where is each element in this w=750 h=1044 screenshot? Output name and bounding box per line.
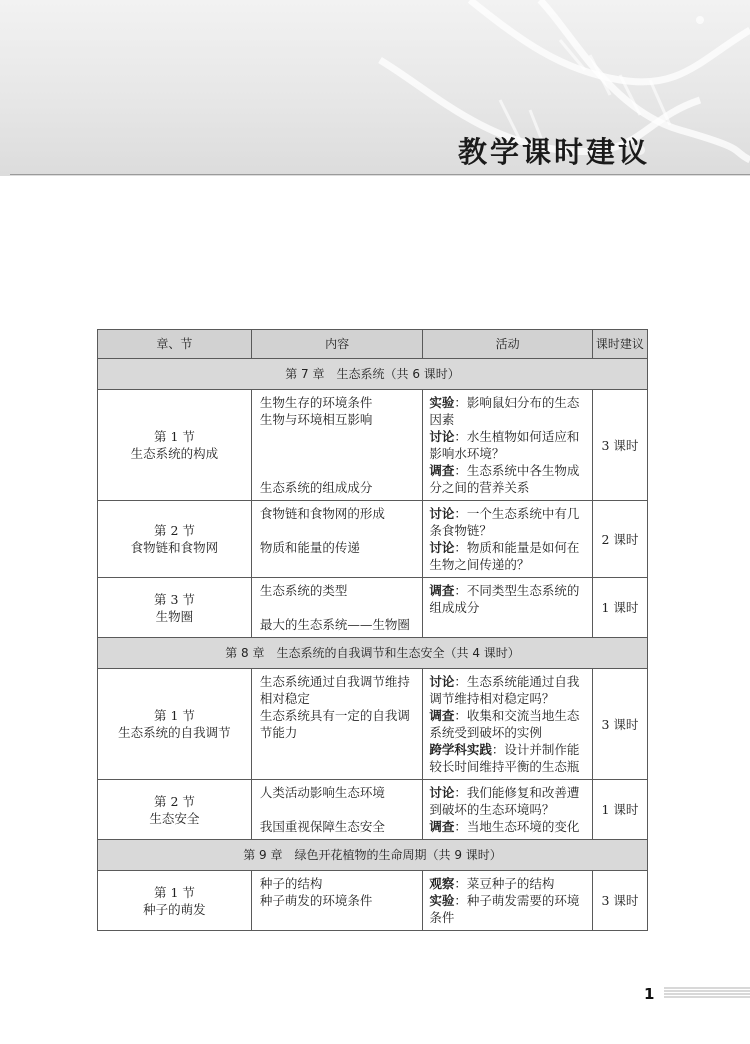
activity-type: 讨论	[429, 506, 455, 521]
activity-text: ：收集和交流当地生态系统受到破坏的实例	[429, 708, 580, 740]
section-row	[98, 578, 648, 638]
section-line: 第 3 节	[153, 591, 195, 607]
section-cell	[98, 578, 252, 638]
activity-item	[429, 673, 586, 707]
activity-text: ：生态系统能通过自我调节维持相对稳定吗？	[429, 674, 580, 706]
activity-type: 调查	[429, 583, 455, 598]
content-line: 种子的结构	[259, 876, 323, 891]
activity-item	[429, 875, 586, 892]
activity-item	[429, 462, 586, 496]
section-line: 生物圈	[155, 608, 194, 624]
chapter-title: 第 9 章 绿色开花植物的生命周期（共 9 课时）	[98, 840, 648, 871]
activity-item	[429, 394, 586, 428]
section-line: 生态安全	[149, 810, 200, 826]
chapter-title: 第 7 章 生态系统（共 6 课时）	[98, 359, 648, 390]
activity-type: 观察	[429, 876, 455, 891]
table-header-row	[98, 330, 648, 359]
content-spacer	[260, 428, 417, 445]
activity-text: ：不同类型生态系统的组成成分	[429, 583, 580, 615]
content-spacer	[260, 801, 417, 818]
content-spacer	[260, 599, 417, 616]
content-spacer	[260, 445, 417, 462]
chapter-row	[98, 840, 648, 871]
section-line: 第 1 节	[153, 884, 195, 900]
content-cell	[251, 390, 423, 501]
content-line: 生态系统具有一定的自我调节能力	[259, 708, 410, 740]
activity-cell	[423, 669, 593, 780]
content-line: 种子萌发的环境条件	[259, 893, 373, 908]
section-cell	[98, 780, 252, 840]
activity-type: 讨论	[429, 540, 455, 555]
section-row	[98, 669, 648, 780]
section-cell	[98, 390, 252, 501]
content-line: 最大的生态系统——生物圈	[259, 617, 410, 632]
activity-cell	[423, 780, 593, 840]
footer-decoration-lines	[664, 986, 750, 1000]
content-cell	[251, 780, 423, 840]
header-activity: 活动	[423, 330, 593, 359]
section-row	[98, 780, 648, 840]
content-cell	[251, 669, 423, 780]
activity-item	[429, 784, 586, 818]
activity-type: 调查	[429, 463, 455, 478]
hours-cell: 3 课时	[592, 390, 647, 501]
header-section: 章、节	[98, 330, 252, 359]
header-hours: 课时建议	[592, 330, 647, 359]
activity-cell	[423, 871, 593, 931]
hours-cell: 1 课时	[592, 780, 647, 840]
hours-cell: 2 课时	[592, 501, 647, 578]
section-row	[98, 390, 648, 501]
activity-type: 调查	[429, 819, 455, 834]
hours-cell: 3 课时	[592, 669, 647, 780]
section-cell	[98, 501, 252, 578]
content-line: 生态系统通过自我调节维持相对稳定	[259, 674, 410, 706]
chapter-row	[98, 359, 648, 390]
header-content: 内容	[251, 330, 423, 359]
activity-text: ：一个生态系统中有几条食物链？	[429, 506, 580, 538]
activity-text: ：水生植物如何适应和影响水环境？	[429, 429, 580, 461]
hours-cell: 1 课时	[592, 578, 647, 638]
section-cell	[98, 871, 252, 931]
content-line: 生物生存的环境条件	[259, 395, 373, 410]
section-line: 第 1 节	[153, 708, 195, 723]
activity-item	[429, 741, 586, 775]
activity-text: ：物质和能量是如何在生物之间传递的？	[429, 540, 580, 572]
section-line: 生态系统的构成	[130, 446, 219, 461]
activity-type: 讨论	[429, 785, 455, 800]
activity-type: 调查	[429, 708, 455, 723]
activity-type: 讨论	[429, 674, 455, 689]
section-line: 食物链和食物网	[130, 540, 219, 555]
activity-item	[429, 818, 586, 835]
content-spacer	[260, 522, 417, 539]
hours-cell: 3 课时	[592, 871, 647, 931]
activity-text: ：我们能修复和改善遭到破坏的生态环境吗？	[429, 785, 580, 817]
activity-item	[429, 707, 586, 741]
content-cell	[251, 578, 423, 638]
section-cell	[98, 669, 252, 780]
page-title: 教学课时建议	[457, 135, 650, 169]
chapter-row	[98, 638, 648, 669]
activity-text: ：种子萌发需要的环境条件	[429, 893, 580, 925]
content-cell	[251, 501, 423, 578]
activity-type: 跨学科实践	[429, 742, 492, 757]
activity-text: ：菜豆种子的结构	[454, 876, 555, 891]
activity-text: ：生态系统中各生物成分之间的营养关系	[429, 463, 580, 495]
lesson-schedule-table	[97, 329, 648, 931]
activity-text: ：影响鼠妇分布的生态因素	[429, 395, 580, 427]
activity-item	[429, 505, 586, 539]
content-line: 物质和能量的传递	[259, 540, 360, 555]
section-line: 第 2 节	[153, 793, 195, 809]
activity-item	[429, 582, 586, 616]
section-line: 第 1 节	[153, 429, 195, 444]
header-rule	[10, 174, 750, 175]
activity-type: 讨论	[429, 429, 455, 444]
content-cell	[251, 871, 423, 931]
section-row	[98, 501, 648, 578]
activity-cell	[423, 501, 593, 578]
activity-text: ：当地生态环境的变化	[454, 819, 580, 834]
content-line: 生态系统的组成成分	[259, 480, 373, 495]
section-line: 生态系统的自我调节	[118, 725, 231, 740]
content-line: 人类活动影响生态环境	[259, 785, 385, 800]
page-number: 1	[644, 985, 655, 1003]
content-spacer	[260, 462, 417, 479]
activity-item	[429, 428, 586, 462]
content-line: 生态系统的类型	[259, 583, 348, 598]
content-line: 食物链和食物网的形成	[259, 506, 385, 521]
chapter-title: 第 8 章 生态系统的自我调节和生态安全（共 4 课时）	[98, 638, 648, 669]
activity-item	[429, 892, 586, 926]
activity-cell	[423, 390, 593, 501]
section-row	[98, 871, 648, 931]
activity-type: 实验	[429, 395, 455, 410]
activity-cell	[423, 578, 593, 638]
activity-text: ：设计并制作能较长时间维持平衡的生态瓶	[429, 742, 580, 774]
section-line: 第 2 节	[153, 523, 195, 538]
content-line: 生物与环境相互影响	[259, 412, 373, 427]
section-line: 种子的萌发	[143, 901, 206, 917]
activity-item	[429, 539, 586, 573]
activity-type: 实验	[429, 893, 455, 908]
content-line: 我国重视保障生态安全	[259, 819, 385, 834]
